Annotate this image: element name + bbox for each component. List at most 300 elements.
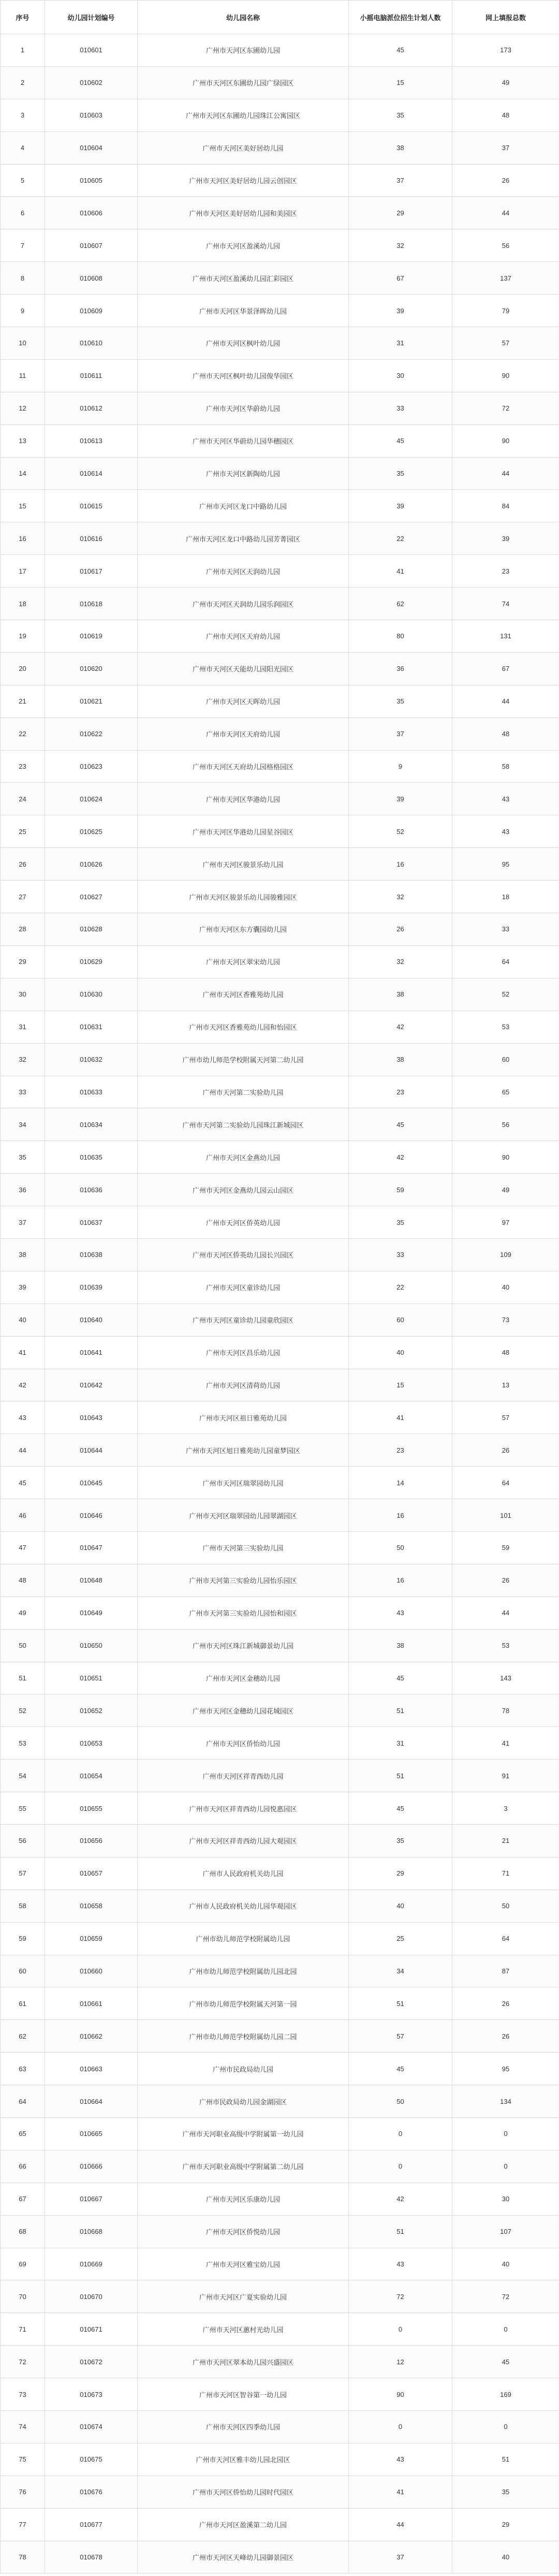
cell-lottery-plan-count: 51 <box>349 1987 452 2020</box>
table-row <box>1 881 559 913</box>
cell-lottery-plan-count: 45 <box>349 1108 452 1141</box>
cell-kindergarten-name: 广州市幼儿师范学校附属幼儿园 <box>138 1922 349 1955</box>
cell-kindergarten-name: 广州市天河区雅丰幼儿园北园区 <box>138 2443 349 2476</box>
cell-lottery-plan-count: 60 <box>349 1304 452 1336</box>
cell-plan-code: 010669 <box>45 2248 138 2280</box>
cell-plan-code: 010675 <box>45 2443 138 2476</box>
table-row <box>1 392 559 425</box>
cell-plan-code: 010630 <box>45 978 138 1011</box>
cell-lottery-plan-count: 39 <box>349 295 452 327</box>
table-row <box>1 2346 559 2378</box>
cell-lottery-plan-count: 16 <box>349 1564 452 1597</box>
cell-lottery-plan-count: 42 <box>349 1011 452 1043</box>
cell-plan-code: 010664 <box>45 2085 138 2118</box>
cell-plan-code: 010657 <box>45 1857 138 1890</box>
cell-lottery-plan-count: 45 <box>349 1792 452 1825</box>
cell-seq: 63 <box>1 2053 45 2085</box>
table-row <box>1 2085 559 2118</box>
cell-online-applications: 29 <box>452 2508 559 2541</box>
cell-lottery-plan-count: 40 <box>349 1890 452 1922</box>
table-row <box>1 99 559 131</box>
table-row <box>1 2541 559 2573</box>
cell-kindergarten-name: 广州市天河区美好居幼儿园和美园区 <box>138 197 349 229</box>
cell-kindergarten-name: 广州市天河区瑞翠园幼儿园 <box>138 1467 349 1499</box>
table-row <box>1 2118 559 2150</box>
cell-lottery-plan-count: 33 <box>349 392 452 425</box>
cell-online-applications: 137 <box>452 262 559 295</box>
cell-online-applications: 169 <box>452 2378 559 2411</box>
cell-lottery-plan-count: 37 <box>349 718 452 750</box>
cell-lottery-plan-count: 45 <box>349 1662 452 1694</box>
cell-seq: 50 <box>1 1629 45 1662</box>
cell-lottery-plan-count: 38 <box>349 131 452 164</box>
table-row <box>1 1760 559 1792</box>
cell-seq: 74 <box>1 2411 45 2443</box>
table-row <box>1 1369 559 1401</box>
cell-kindergarten-name: 广州市天河区瑞翠园幼儿园翠湖园区 <box>138 1499 349 1532</box>
cell-plan-code: 010668 <box>45 2215 138 2248</box>
cell-online-applications: 74 <box>452 588 559 620</box>
cell-online-applications: 35 <box>452 2476 559 2508</box>
cell-kindergarten-name: 广州市天河区金燕幼儿园云山园区 <box>138 1174 349 1206</box>
table-row <box>1 522 559 555</box>
cell-lottery-plan-count: 44 <box>349 2508 452 2541</box>
cell-online-applications: 72 <box>452 392 559 425</box>
cell-plan-code: 010640 <box>45 1304 138 1336</box>
table-row <box>1 2150 559 2183</box>
table-row <box>1 913 559 946</box>
table-row <box>1 2378 559 2411</box>
cell-seq: 20 <box>1 652 45 685</box>
cell-lottery-plan-count: 37 <box>349 164 452 197</box>
cell-lottery-plan-count: 23 <box>349 1434 452 1467</box>
cell-plan-code: 010660 <box>45 1955 138 1987</box>
cell-seq: 56 <box>1 1824 45 1857</box>
cell-kindergarten-name: 广州市幼儿师范学校附属幼儿园北园 <box>138 1955 349 1987</box>
cell-online-applications: 58 <box>452 750 559 783</box>
cell-lottery-plan-count: 45 <box>349 2053 452 2085</box>
cell-seq: 11 <box>1 359 45 392</box>
cell-kindergarten-name: 广州市天河区侨怡幼儿园 <box>138 1727 349 1760</box>
cell-seq: 62 <box>1 2020 45 2053</box>
cell-plan-code: 010632 <box>45 1043 138 1076</box>
cell-online-applications: 64 <box>452 945 559 978</box>
cell-online-applications: 49 <box>452 1174 559 1206</box>
cell-lottery-plan-count: 14 <box>349 1467 452 1499</box>
table-row <box>1 685 559 718</box>
cell-kindergarten-name: 广州市天河区东圃幼儿园珠江公寓园区 <box>138 99 349 131</box>
cell-lottery-plan-count: 38 <box>349 1629 452 1662</box>
cell-kindergarten-name: 广州市天河区金燕幼儿园 <box>138 1141 349 1174</box>
table-row <box>1 1011 559 1043</box>
cell-plan-code: 010665 <box>45 2118 138 2150</box>
table-row <box>1 34 559 67</box>
table-row <box>1 1694 559 1727</box>
cell-lottery-plan-count: 80 <box>349 620 452 653</box>
table-row <box>1 1727 559 1760</box>
cell-seq: 68 <box>1 2215 45 2248</box>
cell-online-applications: 173 <box>452 34 559 67</box>
cell-kindergarten-name: 广州市天河区天府幼儿园 <box>138 718 349 750</box>
cell-kindergarten-name: 广州市幼儿师范学校附属幼儿园二园 <box>138 2020 349 2053</box>
cell-online-applications: 87 <box>452 1955 559 1987</box>
cell-plan-code: 010623 <box>45 750 138 783</box>
cell-plan-code: 010633 <box>45 1076 138 1108</box>
cell-kindergarten-name: 广州市民政局幼儿园 <box>138 2053 349 2085</box>
cell-kindergarten-name: 广州市幼儿师范学校附属天河第一园 <box>138 1987 349 2020</box>
cell-plan-code: 010651 <box>45 1662 138 1694</box>
cell-kindergarten-name: 广州市天河区金穗幼儿园 <box>138 1662 349 1694</box>
cell-lottery-plan-count: 51 <box>349 2215 452 2248</box>
cell-seq: 27 <box>1 881 45 913</box>
table-row <box>1 2476 559 2508</box>
cell-online-applications: 49 <box>452 66 559 99</box>
cell-online-applications: 143 <box>452 1662 559 1694</box>
table-row <box>1 1141 559 1174</box>
cell-online-applications: 18 <box>452 881 559 913</box>
cell-plan-code: 010639 <box>45 1271 138 1304</box>
cell-online-applications: 131 <box>452 620 559 653</box>
cell-seq: 55 <box>1 1792 45 1825</box>
cell-kindergarten-name: 广州市天河区天府幼儿园 <box>138 620 349 653</box>
cell-online-applications: 43 <box>452 815 559 848</box>
cell-online-applications: 50 <box>452 1890 559 1922</box>
table-row <box>1 66 559 99</box>
cell-online-applications: 71 <box>452 1857 559 1890</box>
table-row <box>1 815 559 848</box>
cell-seq: 26 <box>1 848 45 881</box>
cell-seq: 33 <box>1 1076 45 1108</box>
table-row <box>1 2183 559 2215</box>
cell-kindergarten-name: 广州市天河区天润幼儿园 <box>138 555 349 588</box>
cell-lottery-plan-count: 41 <box>349 1401 452 1434</box>
cell-plan-code: 010619 <box>45 620 138 653</box>
cell-kindergarten-name: 广州市天河区枫叶幼儿园 <box>138 327 349 360</box>
cell-online-applications: 26 <box>452 2020 559 2053</box>
cell-lottery-plan-count: 90 <box>349 2378 452 2411</box>
cell-plan-code: 010607 <box>45 229 138 262</box>
cell-seq: 51 <box>1 1662 45 1694</box>
cell-online-applications: 101 <box>452 1499 559 1532</box>
table-row <box>1 262 559 295</box>
table-row <box>1 2215 559 2248</box>
cell-lottery-plan-count: 41 <box>349 2476 452 2508</box>
cell-plan-code: 010674 <box>45 2411 138 2443</box>
cell-online-applications: 84 <box>452 490 559 522</box>
cell-plan-code: 010606 <box>45 197 138 229</box>
cell-kindergarten-name: 广州市天河区香雅苑幼儿园 <box>138 978 349 1011</box>
table-row <box>1 1597 559 1629</box>
cell-kindergarten-name: 广州市天河区东圃幼儿园广绿园区 <box>138 66 349 99</box>
table-row <box>1 457 559 490</box>
cell-seq: 42 <box>1 1369 45 1401</box>
cell-seq: 59 <box>1 1922 45 1955</box>
cell-kindergarten-name: 广州市天河第二实验幼儿园 <box>138 1076 349 1108</box>
cell-seq: 70 <box>1 2280 45 2313</box>
cell-kindergarten-name: 广州市天河区侨悦幼儿园 <box>138 2215 349 2248</box>
cell-online-applications: 44 <box>452 197 559 229</box>
cell-plan-code: 010642 <box>45 1369 138 1401</box>
cell-seq: 21 <box>1 685 45 718</box>
cell-seq: 9 <box>1 295 45 327</box>
cell-lottery-plan-count: 67 <box>349 262 452 295</box>
cell-seq: 32 <box>1 1043 45 1076</box>
cell-kindergarten-name: 广州市天河区新陶幼儿园 <box>138 457 349 490</box>
cell-online-applications: 56 <box>452 229 559 262</box>
table-row <box>1 1467 559 1499</box>
cell-kindergarten-name: 广州市天河区清荷幼儿园 <box>138 1369 349 1401</box>
cell-lottery-plan-count: 59 <box>349 1174 452 1206</box>
cell-seq: 53 <box>1 1727 45 1760</box>
table-row <box>1 1043 559 1076</box>
table-row <box>1 1401 559 1434</box>
cell-online-applications: 67 <box>452 652 559 685</box>
cell-seq: 28 <box>1 913 45 946</box>
cell-kindergarten-name: 广州市天河区美好居幼儿园 <box>138 131 349 164</box>
table-row <box>1 2248 559 2280</box>
cell-seq: 67 <box>1 2183 45 2215</box>
cell-seq: 41 <box>1 1336 45 1369</box>
header-plan-code: 幼儿园计划编号 <box>45 1 138 34</box>
table-row <box>1 1304 559 1336</box>
cell-lottery-plan-count: 43 <box>349 2248 452 2280</box>
cell-plan-code: 010616 <box>45 522 138 555</box>
table-row <box>1 327 559 360</box>
cell-kindergarten-name: 广州市天河区翠宋幼儿园 <box>138 945 349 978</box>
cell-lottery-plan-count: 51 <box>349 1760 452 1792</box>
cell-seq: 73 <box>1 2378 45 2411</box>
cell-plan-code: 010638 <box>45 1238 138 1271</box>
cell-plan-code: 010643 <box>45 1401 138 1434</box>
cell-lottery-plan-count: 57 <box>349 2020 452 2053</box>
table-body <box>1 34 559 2573</box>
cell-online-applications: 109 <box>452 1238 559 1271</box>
table-row <box>1 197 559 229</box>
cell-online-applications: 44 <box>452 457 559 490</box>
cell-kindergarten-name: 广州市天河区华港幼儿园星谷园区 <box>138 815 349 848</box>
cell-online-applications: 26 <box>452 1564 559 1597</box>
cell-online-applications: 90 <box>452 359 559 392</box>
cell-plan-code: 010626 <box>45 848 138 881</box>
cell-online-applications: 44 <box>452 1597 559 1629</box>
cell-seq: 5 <box>1 164 45 197</box>
cell-online-applications: 0 <box>452 2118 559 2150</box>
cell-plan-code: 010617 <box>45 555 138 588</box>
cell-kindergarten-name: 广州市天河区昌乐幼儿园 <box>138 1336 349 1369</box>
cell-lottery-plan-count: 42 <box>349 2183 452 2215</box>
cell-lottery-plan-count: 26 <box>349 913 452 946</box>
cell-online-applications: 53 <box>452 1011 559 1043</box>
cell-plan-code: 010678 <box>45 2541 138 2573</box>
cell-seq: 18 <box>1 588 45 620</box>
cell-online-applications: 95 <box>452 848 559 881</box>
cell-online-applications: 107 <box>452 2215 559 2248</box>
cell-seq: 10 <box>1 327 45 360</box>
cell-seq: 4 <box>1 131 45 164</box>
table-row <box>1 131 559 164</box>
table-row <box>1 490 559 522</box>
cell-seq: 49 <box>1 1597 45 1629</box>
cell-lottery-plan-count: 23 <box>349 1076 452 1108</box>
cell-seq: 1 <box>1 34 45 67</box>
cell-lottery-plan-count: 31 <box>349 327 452 360</box>
cell-online-applications: 43 <box>452 783 559 815</box>
cell-online-applications: 57 <box>452 327 559 360</box>
cell-plan-code: 010673 <box>45 2378 138 2411</box>
cell-kindergarten-name: 广州市天河区四季幼儿园 <box>138 2411 349 2443</box>
cell-kindergarten-name: 广州市天河区广夏实验幼儿园 <box>138 2280 349 2313</box>
cell-lottery-plan-count: 16 <box>349 848 452 881</box>
cell-online-applications: 60 <box>452 1043 559 1076</box>
table-row <box>1 1336 559 1369</box>
cell-plan-code: 010615 <box>45 490 138 522</box>
cell-plan-code: 010628 <box>45 913 138 946</box>
cell-kindergarten-name: 广州市天河区骏景乐幼儿园骏雅园区 <box>138 881 349 913</box>
cell-lottery-plan-count: 43 <box>349 1597 452 1629</box>
cell-lottery-plan-count: 52 <box>349 815 452 848</box>
table-row <box>1 945 559 978</box>
cell-seq: 45 <box>1 1467 45 1499</box>
table-row <box>1 750 559 783</box>
cell-kindergarten-name: 广州市天河区童诊幼儿园 <box>138 1271 349 1304</box>
cell-kindergarten-name: 广州市天河区华景泽晖幼儿园 <box>138 295 349 327</box>
cell-plan-code: 010608 <box>45 262 138 295</box>
cell-online-applications: 72 <box>452 2280 559 2313</box>
cell-online-applications: 40 <box>452 1271 559 1304</box>
cell-plan-code: 010658 <box>45 1890 138 1922</box>
cell-lottery-plan-count: 39 <box>349 783 452 815</box>
cell-lottery-plan-count: 33 <box>349 1238 452 1271</box>
cell-seq: 39 <box>1 1271 45 1304</box>
cell-online-applications: 41 <box>452 1727 559 1760</box>
table-row <box>1 1076 559 1108</box>
cell-kindergarten-name: 广州市天河区盈溪幼儿园汇彩园区 <box>138 262 349 295</box>
cell-plan-code: 010601 <box>45 34 138 67</box>
cell-kindergarten-name: 广州市天河区华港幼儿园 <box>138 783 349 815</box>
table-row <box>1 2280 559 2313</box>
cell-kindergarten-name: 广州市天河区骏景乐幼儿园 <box>138 848 349 881</box>
cell-plan-code: 010610 <box>45 327 138 360</box>
cell-online-applications: 51 <box>452 2443 559 2476</box>
cell-lottery-plan-count: 0 <box>349 2411 452 2443</box>
cell-online-applications: 0 <box>452 2313 559 2346</box>
cell-seq: 37 <box>1 1206 45 1239</box>
cell-lottery-plan-count: 32 <box>349 881 452 913</box>
cell-lottery-plan-count: 45 <box>349 425 452 457</box>
cell-seq: 29 <box>1 945 45 978</box>
table-row <box>1 2313 559 2346</box>
cell-seq: 25 <box>1 815 45 848</box>
table-row <box>1 2411 559 2443</box>
cell-kindergarten-name: 广州市天河区天晖幼儿园 <box>138 685 349 718</box>
table-row <box>1 2443 559 2476</box>
cell-lottery-plan-count: 15 <box>349 1369 452 1401</box>
cell-plan-code: 010624 <box>45 783 138 815</box>
cell-online-applications: 26 <box>452 164 559 197</box>
cell-online-applications: 26 <box>452 1434 559 1467</box>
cell-lottery-plan-count: 35 <box>349 1206 452 1239</box>
header-lottery-plan-count: 小摇电脑派位招生计划人数 <box>349 1 452 34</box>
cell-lottery-plan-count: 62 <box>349 588 452 620</box>
cell-seq: 22 <box>1 718 45 750</box>
table-row <box>1 1890 559 1922</box>
cell-seq: 36 <box>1 1174 45 1206</box>
cell-kindergarten-name: 广州市天河第三实验幼儿园 <box>138 1531 349 1564</box>
cell-seq: 35 <box>1 1141 45 1174</box>
cell-plan-code: 010613 <box>45 425 138 457</box>
cell-kindergarten-name: 广州市天河区东方囊园幼儿园 <box>138 913 349 946</box>
cell-plan-code: 010620 <box>45 652 138 685</box>
cell-online-applications: 37 <box>452 131 559 164</box>
cell-plan-code: 010618 <box>45 588 138 620</box>
header-online-applications: 网上填报总数 <box>452 1 559 34</box>
cell-lottery-plan-count: 9 <box>349 750 452 783</box>
cell-kindergarten-name: 广州市天河区祥青西幼儿园 <box>138 1760 349 1792</box>
cell-seq: 57 <box>1 1857 45 1890</box>
cell-kindergarten-name: 广州市天河区美好居幼儿园云创园区 <box>138 164 349 197</box>
cell-plan-code: 010648 <box>45 1564 138 1597</box>
cell-online-applications: 23 <box>452 555 559 588</box>
cell-lottery-plan-count: 51 <box>349 1694 452 1727</box>
cell-seq: 43 <box>1 1401 45 1434</box>
cell-online-applications: 0 <box>452 2150 559 2183</box>
cell-kindergarten-name: 广州市天河区金穗幼儿园花城园区 <box>138 1694 349 1727</box>
cell-plan-code: 010629 <box>45 945 138 978</box>
cell-kindergarten-name: 广州市天河区旭日雅苑幼儿园童梦园区 <box>138 1434 349 1467</box>
cell-lottery-plan-count: 35 <box>349 685 452 718</box>
cell-lottery-plan-count: 39 <box>349 490 452 522</box>
cell-seq: 40 <box>1 1304 45 1336</box>
cell-plan-code: 010627 <box>45 881 138 913</box>
table-row <box>1 1922 559 1955</box>
cell-online-applications: 39 <box>452 522 559 555</box>
cell-kindergarten-name: 广州市天河区侨英幼儿园 <box>138 1206 349 1239</box>
cell-plan-code: 010646 <box>45 1499 138 1532</box>
cell-plan-code: 010676 <box>45 2476 138 2508</box>
cell-kindergarten-name: 广州市天河职业高级中学附属第二幼儿园 <box>138 2150 349 2183</box>
table-row <box>1 1238 559 1271</box>
table-row <box>1 295 559 327</box>
table-row <box>1 1108 559 1141</box>
cell-lottery-plan-count: 31 <box>349 1727 452 1760</box>
cell-online-applications: 21 <box>452 1824 559 1857</box>
cell-plan-code: 010602 <box>45 66 138 99</box>
cell-plan-code: 010604 <box>45 131 138 164</box>
table-row <box>1 1271 559 1304</box>
table-row <box>1 164 559 197</box>
cell-online-applications: 57 <box>452 1401 559 1434</box>
cell-plan-code: 010663 <box>45 2053 138 2085</box>
cell-seq: 6 <box>1 197 45 229</box>
cell-seq: 24 <box>1 783 45 815</box>
cell-kindergarten-name: 广州市天河区盈溪第二幼儿园 <box>138 2508 349 2541</box>
cell-plan-code: 010656 <box>45 1824 138 1857</box>
cell-kindergarten-name: 广州市天河区童诊幼儿园童欣园区 <box>138 1304 349 1336</box>
cell-online-applications: 90 <box>452 1141 559 1174</box>
cell-plan-code: 010661 <box>45 1987 138 2020</box>
cell-seq: 17 <box>1 555 45 588</box>
cell-seq: 58 <box>1 1890 45 1922</box>
cell-kindergarten-name: 广州市天河区侨英幼儿园长兴园区 <box>138 1238 349 1271</box>
cell-seq: 60 <box>1 1955 45 1987</box>
cell-plan-code: 010655 <box>45 1792 138 1825</box>
cell-plan-code: 010611 <box>45 359 138 392</box>
cell-kindergarten-name: 广州市天河区华蔚幼儿园 <box>138 392 349 425</box>
cell-kindergarten-name: 广州市天河区枫叶幼儿园俊华园区 <box>138 359 349 392</box>
cell-seq: 72 <box>1 2346 45 2378</box>
table-row <box>1 1662 559 1694</box>
cell-lottery-plan-count: 32 <box>349 229 452 262</box>
